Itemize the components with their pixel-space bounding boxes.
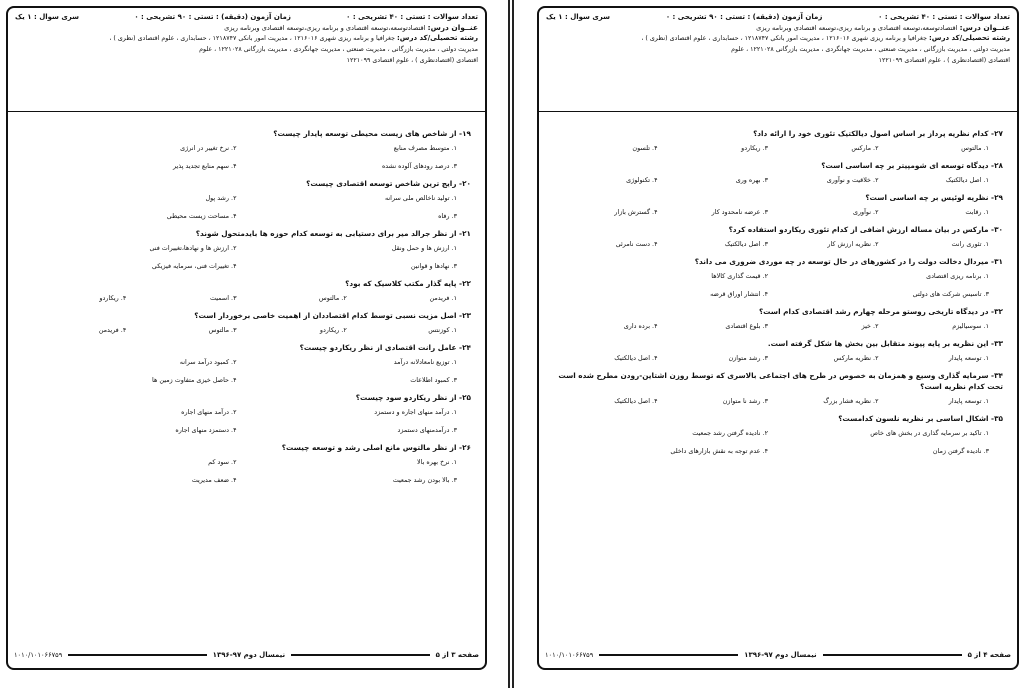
- answer-options: [547, 239, 1007, 249]
- answer-option[interactable]: ۱. مالتوس: [961, 144, 989, 152]
- answer-options: [547, 207, 1007, 217]
- answer-option[interactable]: ۱. رقابت: [965, 208, 989, 216]
- answer-option[interactable]: ۱. برنامه ریزی اقتصادی: [926, 272, 989, 280]
- question-item: [547, 224, 1007, 249]
- answer-option[interactable]: ۱. فریدمن: [429, 294, 457, 302]
- answer-options: [547, 353, 1007, 363]
- question-text: ۳۰- مارکس در بیان مساله ارزش اضافی از کدام تئوری ریکاردو استفاده کرد؟: [728, 225, 1003, 234]
- answer-option[interactable]: ۳. رفاه: [438, 212, 457, 220]
- answer-option[interactable]: ۱. درآمد منهای اجاره و دستمزد: [374, 408, 457, 416]
- answer-option[interactable]: ۲. نادیده گرفتن رشد جمعیت: [692, 429, 768, 437]
- answer-option[interactable]: ۳. بلوغ اقتصادی: [725, 322, 768, 330]
- field-line: مدیریت دولتی ، مدیریت بازرگانی ، مدیریت صنعتی ، مدیریت جهانگردی ، مدیریت بازرگانی ۱۲۲۱۰۲۸ ، علوم: [199, 46, 478, 53]
- question-item: [16, 342, 475, 385]
- answer-option[interactable]: ۲. مارکس: [851, 144, 879, 152]
- exam-code: ۱۰۱۰/۱۰۱۰۶۶۷۵۹: [544, 651, 594, 659]
- answer-option[interactable]: ۴. دست نامرئی: [615, 240, 658, 248]
- question-series: سری سوال : ۱ یک: [546, 13, 611, 21]
- answer-options: [547, 321, 1007, 331]
- answer-option[interactable]: ۴. تغییرات فنی، سرمایه فیزیکی: [151, 262, 237, 270]
- answer-option[interactable]: ۴. ضعف مدیریت: [191, 476, 237, 484]
- field-line: اقتصادی (اقتصادنظری ) ، علوم اقتصادی ۱۲۲۱۰۹۹: [878, 57, 1010, 64]
- page-footer: [8, 642, 485, 668]
- question-text: ۳۱- میردال دخالت دولت را در کشورهای در حال توسعه در چه موردی ضروری می داند؟: [694, 257, 1003, 266]
- question-text: ۳۵- اشکال اساسی بر نظریه نلسون کدامست؟: [838, 414, 1003, 423]
- question-item: [547, 160, 1007, 185]
- answer-option[interactable]: ۱. متوسط مصرف منابع: [393, 144, 457, 152]
- answer-option[interactable]: ۴. گسترش بازار: [614, 208, 658, 216]
- question-item: [16, 442, 475, 485]
- exam-time: زمان آزمون (دقیقه) : تستی : ۹۰ تشریحی : ۰: [665, 13, 823, 21]
- answer-option[interactable]: ۳. ریکاردو: [741, 144, 768, 152]
- question-item: [547, 256, 1007, 299]
- answer-option[interactable]: ۳. تاسیس شرکت های دولتی: [912, 290, 989, 298]
- term-label: نیمسال دوم ۹۷-۱۳۹۶: [744, 651, 817, 659]
- answer-option[interactable]: ۲. قیمت گذاری کالاها: [711, 272, 768, 280]
- answer-option[interactable]: ۲. نرخ تغییر در انرژی: [180, 144, 237, 152]
- answer-option[interactable]: ۳. نهادها و قوانین: [410, 262, 457, 270]
- question-text: ۲۶- از نظر مالتوس مانع اصلی رشد و توسعه چیست؟: [281, 443, 471, 452]
- field-line: جغرافیا و برنامه ریزی شهری ۱۲۱۶۰۱۶ ، مدیریت امور بانکی ۱۲۱۸۷۴۷ ، حسابداری ، علوم اقتصادی (نظری ) ،: [109, 35, 395, 42]
- answer-option[interactable]: ۴. فریدمن: [98, 326, 127, 334]
- answer-options: [16, 293, 475, 303]
- question-text: ۲۴- عامل رانت اقتصادی از نظر ریکاردو چیست؟: [299, 343, 471, 352]
- answer-option[interactable]: ۱. تولید ناخالص ملی سرانه: [384, 194, 457, 202]
- answer-option[interactable]: ۱. ارزش ها و حمل ونقل: [391, 244, 457, 252]
- answer-option[interactable]: ۱. توسعه پایدار: [948, 397, 989, 405]
- question-text: ۳۲- در دیدگاه تاریخی روستو مرحله چهارم رشد اقتصادی کدام است؟: [758, 307, 1003, 316]
- answer-option[interactable]: ۳. مالتوس: [208, 326, 237, 334]
- answer-option[interactable]: ۴. اصل دیالکتیک: [614, 397, 658, 405]
- term-label: نیمسال دوم ۹۷-۱۳۹۶: [212, 651, 286, 659]
- question-list: [539, 112, 1017, 456]
- answer-option[interactable]: ۳. اسمیت: [209, 294, 237, 302]
- exam-header: [539, 8, 1017, 112]
- answer-option[interactable]: ۳. کمبود اطلاعات: [410, 376, 457, 384]
- question-text: ۲۸- دیدگاه توسعه ای شومپیتر بر چه اساسی است؟: [821, 161, 1003, 170]
- question-item: [547, 370, 1007, 406]
- answer-option[interactable]: ۱. تاکید بر سرمایه گذاری در بخش های خاص: [870, 429, 989, 437]
- field-label: رشته تحصیلی/کد درس:: [396, 34, 478, 42]
- answer-options: [16, 407, 475, 435]
- answer-option[interactable]: ۳. اصل دیالکتیک: [724, 240, 768, 248]
- answer-option[interactable]: ۲. نظریه مارکس: [833, 354, 879, 362]
- answer-options: [547, 428, 1007, 456]
- question-item: [547, 128, 1007, 153]
- answer-option[interactable]: ۳. رشد متوازن: [728, 354, 768, 362]
- field-of-study: [15, 33, 478, 66]
- page-frame: [537, 6, 1019, 670]
- question-count: تعداد سوالات : تستی : ۴۰ تشریحی : ۰: [878, 13, 1010, 21]
- answer-option[interactable]: ۲. ارزش ها و نهادها،تغییرات فنی: [149, 244, 237, 252]
- course-value: اقتصادتوسعه،توسعه اقتصادی و برنامه ریزی،توسعه اقتصادی وبرنامه ریزی: [756, 24, 958, 32]
- course-label: عنــوان درس:: [427, 23, 478, 32]
- page-number: صفحه ۴ از ۵: [967, 651, 1011, 659]
- answer-option[interactable]: ۲. رشد پول: [205, 194, 237, 202]
- answer-option[interactable]: ۱. توسعه پایدار: [948, 354, 989, 362]
- exam-time: زمان آزمون (دقیقه) : تستی : ۹۰ تشریحی : ۰: [134, 13, 291, 21]
- answer-option[interactable]: ۲. کمبود درآمد سرانه: [179, 358, 237, 366]
- question-text: ۳۴- سرمایه گذاری وسیع و همزمان به خصوص در طرح های اجتماعی بالاسری که توسط روزن اشتاین-رودن مطرح شده است تحت کدام نظریه است؟: [558, 371, 1003, 391]
- question-item: [16, 178, 475, 221]
- answer-option[interactable]: ۳. نادیده گرفتن زمان: [932, 447, 989, 455]
- field-line: اقتصادی (اقتصادنظری ) ، علوم اقتصادی ۱۲۲۱۰۹۹: [346, 57, 478, 64]
- answer-option[interactable]: ۲. مالتوس: [318, 294, 347, 302]
- answer-option[interactable]: ۲. نظریه فشار بزرگ: [823, 397, 879, 405]
- answer-options: [547, 396, 1007, 406]
- question-list: [8, 112, 485, 485]
- answer-option[interactable]: ۱. تئوری رانت: [951, 240, 989, 248]
- answer-option[interactable]: ۱. سوسیالیزم: [952, 322, 989, 330]
- answer-options: [16, 325, 475, 335]
- answer-option[interactable]: ۲. نظریه ارزش کار: [827, 240, 879, 248]
- field-line: جغرافیا و برنامه ریزی شهری ۱۲۱۶۰۱۶ ، مدیریت امور بانکی ۱۲۱۸۷۴۷ ، حسابداری ، علوم اقتصادی (نظری ) ،: [641, 35, 927, 42]
- question-item: [547, 192, 1007, 217]
- answer-option[interactable]: ۳. درصد رودهای آلوده نشده: [381, 162, 457, 170]
- page-number: صفحه ۳ از ۵: [435, 651, 479, 659]
- answer-option[interactable]: ۴. تلسون: [632, 144, 658, 152]
- question-text: ۲۷- کدام نظریه پرداز بر اساس اصول دیالکتیک تئوری خود را ارائه داد؟: [753, 129, 1003, 138]
- page-divider: [508, 0, 510, 688]
- answer-option[interactable]: ۴. حاصل خیزی متفاوت زمین ها: [152, 376, 237, 384]
- question-text: ۲۳- اصل مزیت نسبی توسط کدام اقتصاددان از اهمیت خاصی برخوردار است؟: [194, 311, 471, 320]
- question-item: [547, 338, 1007, 363]
- answer-options: [16, 193, 475, 221]
- answer-option[interactable]: ۲. خلاقیت و نوآوری: [826, 176, 879, 184]
- question-text: ۲۲- پایه گذار مکتب کلاسیک که بود؟: [345, 279, 471, 288]
- answer-options: [547, 143, 1007, 153]
- answer-option[interactable]: ۴. سهم منابع تجدید پذیر: [173, 162, 237, 170]
- course-value: اقتصادتوسعه،توسعه اقتصادی و برنامه ریزی،توسعه اقتصادی وبرنامه ریزی: [224, 24, 426, 32]
- page-frame: [6, 6, 487, 670]
- question-item: [16, 228, 475, 271]
- question-text: ۳۳- این نظریه بر پایه پیوند متقابل بین بخش ها شکل گرفته است.: [767, 339, 1003, 348]
- answer-options: [16, 243, 475, 271]
- course-label: عنــوان درس:: [959, 23, 1010, 32]
- question-text: ۲۹- نظریه لوئیس بر چه اساسی است؟: [865, 193, 1003, 202]
- exam-page-right: [512, 0, 1024, 688]
- question-count: تعداد سوالات : تستی : ۴۰ تشریحی : ۰: [346, 13, 478, 21]
- question-text: ۲۱- از نظر جرالد میر برای دستیابی به توسعه کدام حوزه ها بایدمتحول شوند؟: [195, 229, 471, 238]
- answer-options: [547, 175, 1007, 185]
- field-of-study: [546, 33, 1010, 66]
- answer-option[interactable]: ۱. کوزنتس: [428, 326, 457, 334]
- answer-option[interactable]: ۴. تکنولوژی: [626, 176, 658, 184]
- question-item: [16, 128, 475, 171]
- answer-option[interactable]: ۴. اصل دیالکتیک: [614, 354, 658, 362]
- question-item: [16, 392, 475, 435]
- answer-options: [16, 357, 475, 385]
- answer-option[interactable]: ۲. نوآوری: [852, 208, 879, 216]
- question-item: [16, 310, 475, 335]
- answer-option[interactable]: ۲. ریکاردو: [319, 326, 347, 334]
- answer-option[interactable]: ۴. دستمزد منهای اجاره: [175, 426, 237, 434]
- answer-option[interactable]: ۴. ریکاردو: [99, 294, 127, 302]
- question-text: ۲۰- رایج ترین شاخص توسعه اقتصادی چیست؟: [306, 179, 471, 188]
- answer-option[interactable]: ۳. بالا بودن رشد جمعیت: [392, 476, 457, 484]
- answer-option[interactable]: ۳. درآمدمنهای دستمزد: [397, 426, 457, 434]
- question-text: ۱۹- از شاخص های زیست محیطی توسعه پایدار چیست؟: [273, 129, 471, 138]
- exam-code: ۱۰۱۰/۱۰۱۰۶۶۷۵۹: [13, 651, 63, 659]
- question-text: ۲۵- از نظر ریکاردو سود چیست؟: [355, 393, 471, 402]
- page-footer: [539, 642, 1017, 668]
- field-label: رشته تحصیلی/کد درس:: [928, 34, 1010, 42]
- answer-option[interactable]: ۴. انتشار اوراق قرضه: [710, 290, 768, 298]
- answer-option[interactable]: ۳. بهره وری: [735, 176, 768, 184]
- exam-header: [8, 8, 485, 112]
- answer-option[interactable]: ۴. عدم توجه به نقش بازارهای داخلی: [670, 447, 768, 455]
- field-line: مدیریت دولتی ، مدیریت بازرگانی ، مدیریت صنعتی ، مدیریت جهانگردی ، مدیریت بازرگانی ۱۲۲۱۰۲۸ ، علوم: [731, 46, 1010, 53]
- answer-option[interactable]: ۴. برده داری: [623, 322, 658, 330]
- answer-option[interactable]: ۴. مساحت زیست محیطی: [166, 212, 237, 220]
- question-item: [16, 278, 475, 303]
- answer-option[interactable]: ۱. اصل دیالکتیک: [945, 176, 989, 184]
- answer-option[interactable]: ۳. عرضه نامحدود کار: [711, 208, 768, 216]
- question-item: [547, 413, 1007, 456]
- question-item: [547, 306, 1007, 331]
- answer-options: [547, 271, 1007, 299]
- answer-option[interactable]: ۱. نرخ بهره بالا: [417, 458, 457, 466]
- answer-options: [16, 143, 475, 171]
- answer-option[interactable]: ۳. رشد نا متوازن: [722, 397, 768, 405]
- answer-options: [16, 457, 475, 485]
- page-divider: [512, 0, 514, 688]
- answer-option[interactable]: ۲. خیز: [861, 322, 879, 330]
- answer-option[interactable]: ۱. توزیع نامعادلانه درآمد: [393, 358, 457, 366]
- answer-option[interactable]: ۲. درآمد منهای اجاره: [181, 408, 237, 416]
- question-series: سری سوال : ۱ یک: [15, 13, 80, 21]
- answer-option[interactable]: ۲. سود کم: [208, 458, 237, 466]
